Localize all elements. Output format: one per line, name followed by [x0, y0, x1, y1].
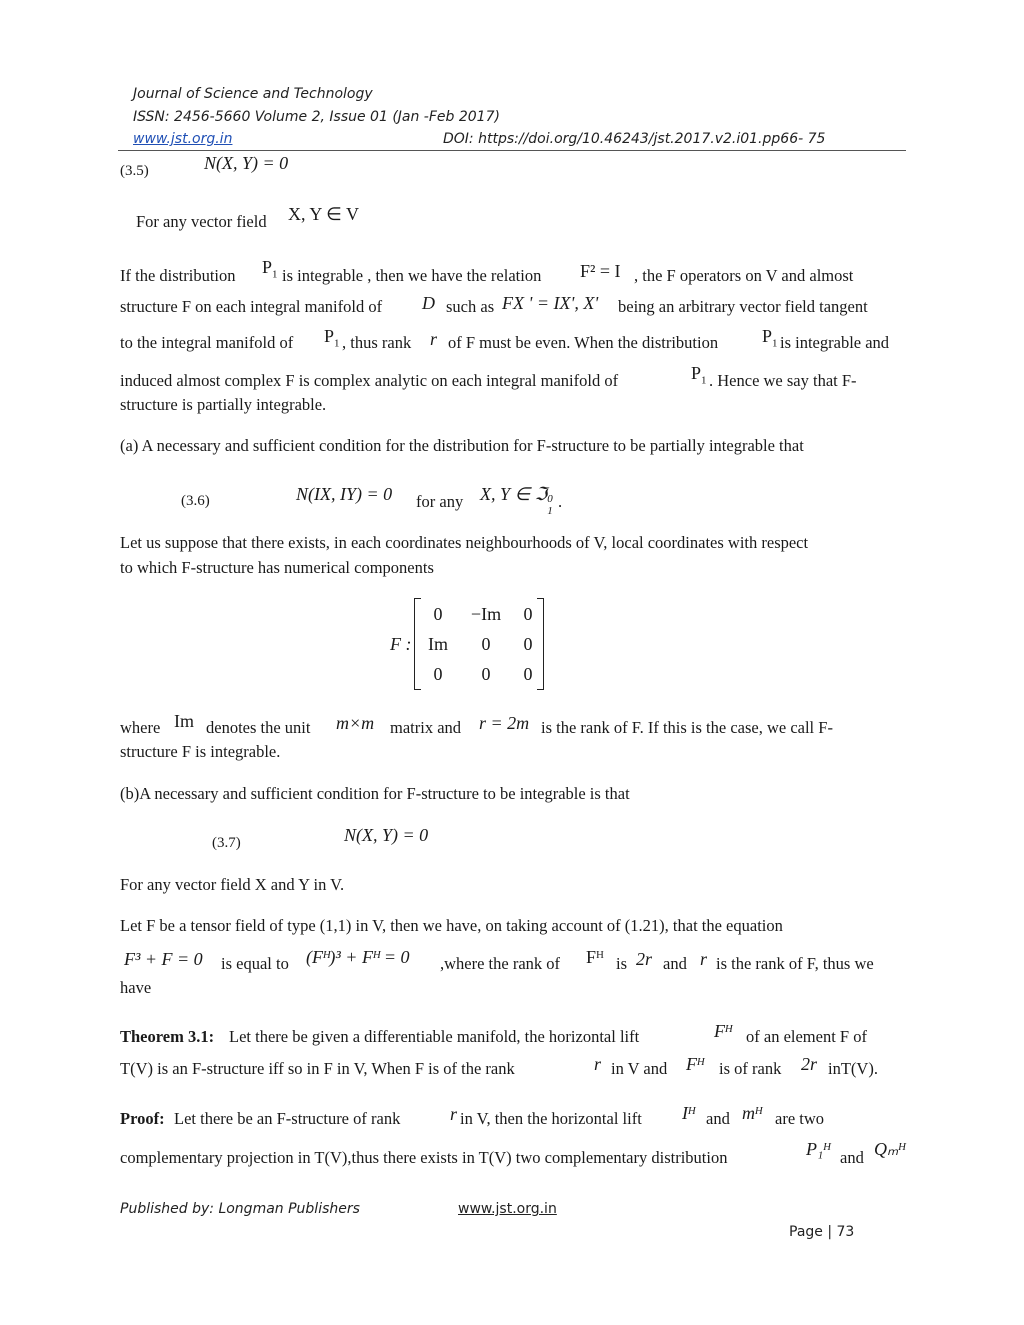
math-ih: Iᴴ	[682, 1103, 695, 1123]
proof-line2-b: and	[840, 1148, 864, 1167]
p6-line2-a: is equal to	[221, 954, 289, 973]
math-mh: mᴴ	[742, 1103, 762, 1123]
theorem-line1-b: of an element F of	[746, 1027, 867, 1046]
theorem-line2-a: T(V) is an F-structure iff so in F in V, When F is of the rank	[120, 1059, 515, 1078]
equation-3-5: N(X, Y) = 0	[204, 153, 289, 173]
proof-line1-a: Let there be an F-structure of rank	[174, 1109, 401, 1128]
theorem-line2-d: inT(V).	[828, 1059, 878, 1078]
p2-line2-b: such as	[446, 297, 495, 316]
p2-line2-a: structure F on each integral manifold of	[120, 297, 383, 316]
proof-line2-a: complementary projection in T(V),thus there exists in T(V) two complementary distribution	[120, 1148, 728, 1167]
math-m-by-m: m×m	[336, 713, 375, 733]
math-fh-c: Fᴴ	[686, 1054, 704, 1074]
p2-line2-c: being an arbitrary vector field tangent	[618, 297, 868, 316]
equation-3-6-end: .	[558, 492, 563, 511]
math-im: Im	[174, 711, 194, 731]
equation-3-6: N(IX, IY) = 0	[296, 484, 393, 504]
f-structure-matrix	[414, 598, 544, 690]
p6-line2-d: and	[663, 954, 687, 973]
math-fx-ix: FX ' = IX', X'	[502, 293, 599, 313]
matrix-label: F :	[390, 634, 412, 654]
math-qmh: Qₘᴴ	[874, 1139, 905, 1159]
math-2r: 2r	[636, 949, 653, 969]
p2-line4-a: induced almost complex F is complex analytic on each integral manifold of	[120, 371, 619, 390]
p2-line3-b: , thus rank	[342, 333, 412, 352]
p6-line2-b: ,where the rank of	[440, 954, 561, 973]
p4-line1-b: denotes the unit	[206, 718, 311, 737]
math-r-d: r	[450, 1104, 458, 1124]
proof-label: Proof:	[120, 1109, 165, 1128]
paragraph-vector-field: For any vector field	[136, 212, 267, 231]
p2-line4-b: . Hence we say that F-	[709, 371, 857, 390]
math-fh-cubed: (Fᴴ)³ + Fᴴ = 0	[306, 947, 410, 967]
matrix-cell: 0	[481, 634, 491, 654]
math-p1-c: $P_1$	[762, 326, 778, 350]
p4-line1-d: is the rank of F. If this is the case, we call F-	[541, 718, 833, 737]
equation-3-6-label: (3.6)	[181, 493, 210, 509]
theorem-line2-c: is of rank	[719, 1059, 782, 1078]
math-r-2m: r = 2m	[479, 713, 530, 733]
equation-3-6-condition: X, Y ∈ ℑ 0 1	[480, 484, 553, 517]
p4-line1-c: matrix and	[390, 718, 462, 737]
proof-line1-d: are two	[775, 1109, 825, 1128]
p6-line2-c: is	[616, 954, 628, 973]
p4-line1-a: where	[120, 718, 161, 737]
math-p1-d: $P_1$	[691, 363, 707, 387]
math-d: D	[422, 293, 435, 313]
p4-line2: structure F is integrable.	[120, 742, 281, 761]
theorem-line2-b: in V and	[611, 1059, 668, 1078]
proof-line1-c: and	[706, 1109, 730, 1128]
math-p1h: P₁ᴴ	[806, 1139, 830, 1159]
p2-line3-c: of F must be even. When the distribution	[448, 333, 719, 352]
p3-line2: to which F-structure has numerical components	[120, 558, 434, 577]
p2-line3-a: to the integral manifold of	[120, 333, 294, 352]
journal-website-link[interactable]: www.jst.org.in	[133, 131, 233, 147]
theorem-label: Theorem 3.1:	[120, 1027, 215, 1046]
math-p1-b: $P_1$	[324, 326, 340, 350]
p2-line1-b: is integrable , then we have the relation	[282, 266, 542, 285]
matrix-cell: 0	[523, 604, 533, 624]
p2-line1-a: If the distribution	[120, 266, 236, 285]
equation-3-7-label: (3.7)	[212, 835, 241, 851]
p2-line5: structure is partially integrable.	[120, 395, 327, 414]
math-xy-in-v: X, Y ∈ V	[288, 204, 360, 224]
math-f3-plus-f: F³ + F = 0	[124, 949, 203, 969]
p6-line2-e: is the rank of F, thus we	[716, 954, 874, 973]
equation-3-5-label: (3.5)	[120, 163, 149, 179]
equation-3-6-text: for any	[416, 492, 464, 511]
doi-line: DOI: https://doi.org/10.46243/jst.2017.v2.i01.pp66- 75	[443, 131, 826, 147]
p5: For any vector field X and Y in V.	[120, 875, 345, 894]
math-2r-b: 2r	[801, 1054, 818, 1074]
paragraph-a: (a) A necessary and sufficient condition for the distribution for F-structure to be partially integrable that	[120, 436, 804, 455]
matrix-cell: 0	[481, 664, 491, 684]
page-number: Page | 73	[789, 1224, 855, 1240]
header-divider	[118, 150, 906, 151]
matrix-cell: 0	[433, 664, 443, 684]
p3-line1: Let us suppose that there exists, in each coordinates neighbourhoods of V, local coordinates with respect	[120, 533, 809, 552]
footer-publisher: Published by: Longman Publishers	[120, 1201, 360, 1217]
matrix-cell: 0	[523, 634, 533, 654]
matrix-cell: −Im	[470, 604, 502, 624]
paragraph-b: (b)A necessary and sufficient condition for F-structure to be integrable is that	[120, 784, 630, 803]
math-p1: $P_1$	[262, 257, 278, 281]
theorem-line1-a: Let there be given a differentiable manifold, the horizontal lift	[229, 1027, 640, 1046]
p2-line3-d: is integrable and	[780, 333, 890, 352]
matrix-cell: Im	[428, 634, 448, 654]
math-fh-b: Fᴴ	[714, 1021, 732, 1041]
p6-line3: have	[120, 978, 152, 997]
math-fh: Fᴴ	[586, 947, 604, 967]
footer-website-link[interactable]: www.jst.org.in	[458, 1201, 557, 1217]
issn-line: ISSN: 2456-5660 Volume 2, Issue 01 (Jan -Feb 2017)	[133, 109, 500, 125]
equation-3-7: N(X, Y) = 0	[344, 825, 429, 845]
matrix-cell: 0	[523, 664, 533, 684]
journal-title: Journal of Science and Technology	[133, 86, 373, 102]
proof-line1-b: in V, then the horizontal lift	[460, 1109, 642, 1128]
math-r: r	[430, 329, 438, 349]
math-r-c: r	[594, 1054, 602, 1074]
math-r-b: r	[700, 949, 708, 969]
matrix-cell: 0	[433, 604, 443, 624]
p6-line1: Let F be a tensor field of type (1,1) in V, then we have, on taking account of (1.21), that the equation	[120, 916, 783, 935]
math-f-squared: F² = I	[580, 261, 621, 281]
p2-line1-c: , the F operators on V and almost	[634, 266, 854, 285]
